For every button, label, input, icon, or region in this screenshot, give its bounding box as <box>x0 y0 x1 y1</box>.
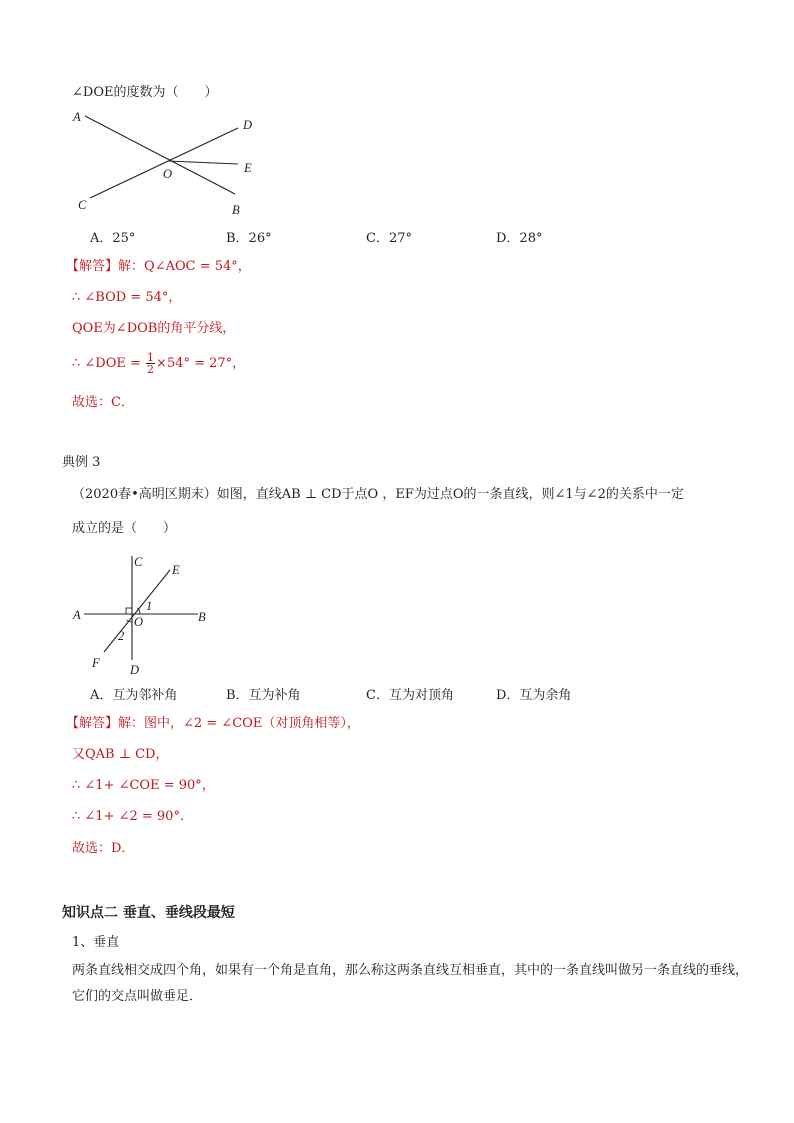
ex2-option-a: A．25° <box>90 231 136 246</box>
ex2-answer-line5: 故选：C． <box>72 395 134 410</box>
ex2-option-d: D．28° <box>496 231 543 246</box>
ex2-answer-line2: ∴ ∠BOD = 54°， <box>72 290 182 305</box>
ex3-option-d: D．互为余角 <box>496 688 572 703</box>
label-f: F <box>92 656 100 670</box>
ex2-option-b: B．26° <box>226 231 272 246</box>
label-d: D <box>243 118 253 132</box>
label-c: C <box>134 555 143 569</box>
ex3-option-b: B．互为补角 <box>226 688 301 703</box>
ex3-answer-line5: 故选：D． <box>72 841 135 856</box>
label-d: D <box>130 663 140 677</box>
ex3-answer-line2: 又QAB ⊥ CD， <box>72 747 169 762</box>
label-1: 1 <box>146 599 153 613</box>
label-o: O <box>163 167 173 181</box>
label-b: B <box>232 203 240 217</box>
ex3-question-line1: （2020春•高明区期末）如图，直线AB ⊥ CD于点O ，EF为过点O的一条直线，则∠1与∠2的关系中一定 <box>72 487 684 502</box>
ex3-answer-line1: 【解答】解：图中，∠2 = ∠COE（对顶角相等）， <box>66 716 360 731</box>
label-b: B <box>198 610 206 624</box>
ex2-answer-line3: QOE为∠DOB的角平分线， <box>72 321 236 336</box>
fraction-half: $\frac{1}{2}$ <box>147 351 155 376</box>
ex3-answer-line3: ∴ ∠1+ ∠COE = 90°， <box>72 778 215 793</box>
label-o: O <box>134 615 144 629</box>
section-paragraph: 两条直线相交成四个角，如果有一个角是直角，那么称这两条直线互相垂直，其中的一条直线叫做另一条直线的垂线，它们的交点叫做垂足． <box>72 963 749 1004</box>
label-c: C <box>78 198 87 212</box>
label-e: E <box>244 161 252 175</box>
ex3-title: 典例 3 <box>62 455 101 470</box>
label-a: A <box>73 608 81 622</box>
ex3-option-c: C．互为对顶角 <box>366 688 454 703</box>
ex3-option-a: A．互为邻补角 <box>90 688 178 703</box>
ex3-figure <box>66 548 216 680</box>
answer-tag: 【解答】 <box>66 716 119 731</box>
section-subheading: 1、垂直 <box>72 935 120 950</box>
answer-tag: 【解答】 <box>66 259 119 274</box>
ex3-answer-line4: ∴ ∠1+ ∠2 = 90°． <box>72 809 193 824</box>
section-heading: 知识点二 垂直、垂线段最短 <box>62 905 235 921</box>
label-2: 2 <box>118 629 125 643</box>
label-a: A <box>73 110 81 124</box>
ex2-answer-line1: 【解答】解：Q∠AOC = 54°， <box>66 259 251 274</box>
ex2-figure <box>60 108 280 220</box>
ex2-answer-line4: ∴ ∠DOE = $\frac{1}{2}$ ×54° = 27°， <box>72 351 246 376</box>
ex2-question: ∠DOE的度数为（ ） <box>72 85 218 100</box>
ex3-question-line2: 成立的是（ ） <box>72 521 177 536</box>
label-e: E <box>172 563 180 577</box>
ex2-option-c: C．27° <box>366 231 412 246</box>
